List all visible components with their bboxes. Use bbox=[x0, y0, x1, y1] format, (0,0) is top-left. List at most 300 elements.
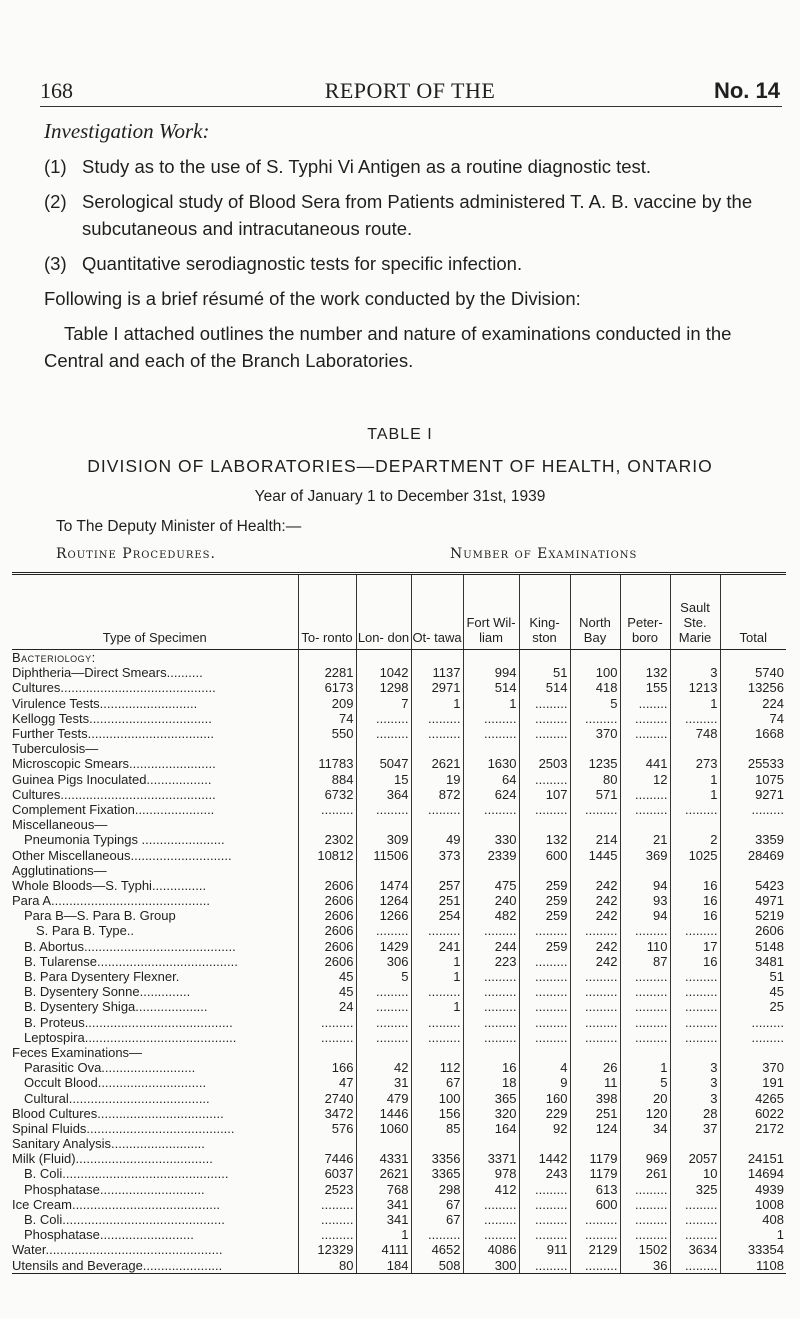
table-cell: 254 bbox=[411, 908, 463, 923]
table-cell: 613 bbox=[570, 1182, 620, 1197]
table-cell bbox=[570, 650, 620, 666]
table-cell: 10 bbox=[670, 1166, 720, 1181]
table-cell: 7446 bbox=[298, 1151, 356, 1166]
table-cell: 100 bbox=[570, 665, 620, 680]
row-label: B. Proteus......................................... bbox=[24, 1014, 233, 1030]
table-cell bbox=[570, 1045, 620, 1060]
table-cell: 2606 bbox=[298, 908, 356, 923]
table-cell: 9271 bbox=[720, 787, 786, 802]
table-cell: 25533 bbox=[720, 756, 786, 771]
table-cell bbox=[570, 741, 620, 756]
table-cell: 600 bbox=[570, 1197, 620, 1212]
table-cell: 224 bbox=[720, 696, 786, 711]
table-cell: 11506 bbox=[356, 847, 411, 862]
table-header-row bbox=[12, 575, 786, 650]
table-cell: 1179 bbox=[570, 1151, 620, 1166]
table-cell: 2606 bbox=[298, 923, 356, 938]
table-cell: ......... bbox=[519, 772, 570, 787]
table-row bbox=[12, 772, 786, 787]
table-cell: ......... bbox=[519, 1015, 570, 1030]
table-cell: 67 bbox=[411, 1197, 463, 1212]
row-label: Milk (Fluid)...................................... bbox=[12, 1151, 213, 1167]
table-row bbox=[12, 1242, 786, 1257]
table-cell: 2606 bbox=[298, 893, 356, 908]
table-cell: 508 bbox=[411, 1258, 463, 1274]
table-row bbox=[12, 696, 786, 711]
table-cell: 74 bbox=[720, 711, 786, 726]
table-cell bbox=[463, 863, 519, 878]
column-header: King- ston bbox=[519, 575, 570, 650]
list-text: Study as to the use of S. Typhi Vi Antigen as a routine diagnostic test. bbox=[82, 156, 652, 177]
table-cell: 9 bbox=[519, 1075, 570, 1090]
table-row bbox=[12, 1075, 786, 1090]
table-cell: ......... bbox=[519, 954, 570, 969]
table-cell: 110 bbox=[620, 939, 670, 954]
table-cell: 364 bbox=[356, 787, 411, 802]
row-label: Miscellaneous— bbox=[12, 817, 108, 833]
routine-procedures-label: Routine Procedures. bbox=[56, 546, 216, 562]
table-cell bbox=[519, 817, 570, 832]
table-cell: 47 bbox=[298, 1075, 356, 1090]
row-label: B. Abortus.......................................... bbox=[24, 938, 236, 954]
row-label: B. Coli............................................. bbox=[24, 1212, 225, 1228]
table-cell: ......... bbox=[570, 1015, 620, 1030]
table-cell: 1 bbox=[670, 772, 720, 787]
list-number: (1) bbox=[44, 156, 67, 177]
table-cell: 306 bbox=[356, 954, 411, 969]
table-cell: ......... bbox=[670, 923, 720, 938]
table-cell: ......... bbox=[519, 726, 570, 741]
table-cell: 482 bbox=[463, 908, 519, 923]
table-cell: 624 bbox=[463, 787, 519, 802]
table-cell: 107 bbox=[519, 787, 570, 802]
column-header: Ot- tawa bbox=[411, 575, 463, 650]
table-cell: ......... bbox=[570, 999, 620, 1014]
row-label: Feces Examinations— bbox=[12, 1044, 143, 1060]
table-cell: 5740 bbox=[720, 665, 786, 680]
table-cell: 36 bbox=[620, 1258, 670, 1274]
table-cell: 2971 bbox=[411, 680, 463, 695]
table-cell: 3 bbox=[670, 1075, 720, 1090]
table-cell bbox=[519, 650, 570, 666]
row-label: B. Dysentery Shiga.................... bbox=[24, 999, 208, 1015]
row-label: Tuberculosis— bbox=[12, 741, 99, 757]
table-cell: 370 bbox=[570, 726, 620, 741]
table-cell: 85 bbox=[411, 1121, 463, 1136]
list-number: (3) bbox=[44, 253, 67, 274]
table-cell: 576 bbox=[298, 1121, 356, 1136]
row-label: Ice Cream......................................... bbox=[12, 1196, 221, 1212]
column-header: Fort Wil- liam bbox=[463, 575, 519, 650]
table-cell: 3481 bbox=[720, 954, 786, 969]
table-cell: 241 bbox=[411, 939, 463, 954]
table-row bbox=[12, 1045, 786, 1060]
table-cell: 4652 bbox=[411, 1242, 463, 1257]
row-label: Guinea Pigs Inoculated.................. bbox=[12, 771, 212, 787]
table-cell bbox=[620, 1045, 670, 1060]
table-cell: 156 bbox=[411, 1106, 463, 1121]
list-item bbox=[44, 250, 774, 277]
table-cell: ......... bbox=[411, 1015, 463, 1030]
table-cell: 1008 bbox=[720, 1197, 786, 1212]
table-cell: ......... bbox=[519, 1258, 570, 1274]
table-cell: 872 bbox=[411, 787, 463, 802]
table-cell: 1108 bbox=[720, 1258, 786, 1274]
table-row bbox=[12, 1106, 786, 1121]
table-cell bbox=[411, 1045, 463, 1060]
table-cell: 2606 bbox=[298, 954, 356, 969]
table-cell: 309 bbox=[356, 832, 411, 847]
table-cell bbox=[570, 817, 620, 832]
table-cell: 24 bbox=[298, 999, 356, 1014]
table-cell: 92 bbox=[519, 1121, 570, 1136]
row-label: Agglutinations— bbox=[12, 862, 107, 878]
table-cell: ......... bbox=[463, 1015, 519, 1030]
table-cell: ......... bbox=[463, 1212, 519, 1227]
table-cell: 479 bbox=[356, 1090, 411, 1105]
table-cell bbox=[670, 817, 720, 832]
table-cell: 300 bbox=[463, 1258, 519, 1274]
table-cell: ......... bbox=[620, 787, 670, 802]
table-cell: 1442 bbox=[519, 1151, 570, 1166]
table-cell: 1264 bbox=[356, 893, 411, 908]
table-cell: 1668 bbox=[720, 726, 786, 741]
table-cell: 67 bbox=[411, 1212, 463, 1227]
table-cell: ......... bbox=[298, 1212, 356, 1227]
table-cell: 1025 bbox=[670, 847, 720, 862]
table-cell: ......... bbox=[670, 1015, 720, 1030]
table-cell: ......... bbox=[620, 1030, 670, 1045]
table-row bbox=[12, 908, 786, 923]
table-cell: 6732 bbox=[298, 787, 356, 802]
row-label: Utensils and Beverage...................... bbox=[12, 1258, 298, 1274]
table-row bbox=[12, 1151, 786, 1166]
table-cell bbox=[570, 1136, 620, 1151]
row-label: Complement Fixation...................... bbox=[12, 801, 215, 817]
table-cell: ......... bbox=[670, 1030, 720, 1045]
table-cell: 1179 bbox=[570, 1166, 620, 1181]
table-cell: ......... bbox=[298, 1197, 356, 1212]
table-cell: 3472 bbox=[298, 1106, 356, 1121]
table-cell: 209 bbox=[298, 696, 356, 711]
list-item bbox=[44, 188, 774, 242]
table-cell: 19 bbox=[411, 772, 463, 787]
table-cell: 120 bbox=[620, 1106, 670, 1121]
table-cell: 2129 bbox=[570, 1242, 620, 1257]
row-label: Cultures........................................... bbox=[12, 786, 216, 802]
table-row bbox=[12, 1030, 786, 1045]
row-label: Para B—S. Para B. Group bbox=[24, 908, 176, 924]
intro-section bbox=[44, 118, 774, 374]
table-cell: 3359 bbox=[720, 832, 786, 847]
table-row bbox=[12, 878, 786, 893]
table-cell: 11783 bbox=[298, 756, 356, 771]
column-header: Sault Ste. Marie bbox=[670, 575, 720, 650]
table-cell: 884 bbox=[298, 772, 356, 787]
table-cell: 33354 bbox=[720, 1242, 786, 1257]
table-cell: 550 bbox=[298, 726, 356, 741]
table-cell bbox=[411, 650, 463, 666]
examinations-table bbox=[12, 572, 786, 1274]
table-cell: 34 bbox=[620, 1121, 670, 1136]
table-cell: ......... bbox=[620, 1227, 670, 1242]
column-header: Lon- don bbox=[356, 575, 411, 650]
table-cell: ......... bbox=[720, 1030, 786, 1045]
table-cell: 94 bbox=[620, 908, 670, 923]
row-label: Virulence Tests........................... bbox=[12, 695, 198, 711]
table-cell: ......... bbox=[670, 802, 720, 817]
row-label: Microscopic Smears........................ bbox=[12, 756, 216, 772]
table-cell: 4939 bbox=[720, 1182, 786, 1197]
table-cell bbox=[620, 650, 670, 666]
table-cell: 87 bbox=[620, 954, 670, 969]
row-label: Pneumonia Typings ....................... bbox=[24, 832, 225, 848]
table-cell: 15 bbox=[356, 772, 411, 787]
table-cell: 2621 bbox=[411, 756, 463, 771]
table-cell: 2281 bbox=[298, 665, 356, 680]
table-row bbox=[12, 999, 786, 1014]
table-cell bbox=[356, 650, 411, 666]
table-cell: 365 bbox=[463, 1090, 519, 1105]
table-cell: 320 bbox=[463, 1106, 519, 1121]
table-cell: 12 bbox=[620, 772, 670, 787]
table-cell: ......... bbox=[411, 711, 463, 726]
table-cell: 2339 bbox=[463, 847, 519, 862]
table-cell: ......... bbox=[356, 923, 411, 938]
table-cell: ......... bbox=[411, 802, 463, 817]
table-cell bbox=[463, 1136, 519, 1151]
table-cell: 2606 bbox=[298, 939, 356, 954]
table-cell: 408 bbox=[720, 1212, 786, 1227]
division-title: DIVISION OF LABORATORIES—DEPARTMENT OF HEALTH, ONTARIO bbox=[87, 456, 713, 476]
table-cell: ......... bbox=[356, 1015, 411, 1030]
table-cell: 1502 bbox=[620, 1242, 670, 1257]
table-cell: 1 bbox=[620, 1060, 670, 1075]
table-cell: 2 bbox=[670, 832, 720, 847]
table-cell: 441 bbox=[620, 756, 670, 771]
table-cell bbox=[720, 741, 786, 756]
table-cell: ......... bbox=[519, 984, 570, 999]
table-cell: ......... bbox=[519, 969, 570, 984]
table-cell: 5148 bbox=[720, 939, 786, 954]
table-cell bbox=[356, 741, 411, 756]
table-row bbox=[12, 1166, 786, 1181]
table-cell: 6022 bbox=[720, 1106, 786, 1121]
table-cell: 51 bbox=[720, 969, 786, 984]
table-cell: ......... bbox=[463, 711, 519, 726]
table-cell: 80 bbox=[298, 1258, 356, 1274]
table-cell bbox=[356, 863, 411, 878]
table-cell: ......... bbox=[356, 999, 411, 1014]
table-row bbox=[12, 726, 786, 741]
table-cell: 514 bbox=[463, 680, 519, 695]
table-cell: 2606 bbox=[720, 923, 786, 938]
table-cell: ......... bbox=[720, 802, 786, 817]
table-row bbox=[12, 680, 786, 695]
table-cell: 1266 bbox=[356, 908, 411, 923]
table-cell: 1 bbox=[356, 1227, 411, 1242]
table-cell: 45 bbox=[298, 969, 356, 984]
table-cell bbox=[720, 1045, 786, 1060]
table-cell: ......... bbox=[570, 1030, 620, 1045]
table-cell: 28 bbox=[670, 1106, 720, 1121]
table-row bbox=[12, 711, 786, 726]
table-cell: ......... bbox=[570, 1258, 620, 1274]
table-cell bbox=[570, 863, 620, 878]
table-cell: 398 bbox=[570, 1090, 620, 1105]
table-cell bbox=[356, 817, 411, 832]
table-cell: 1 bbox=[670, 787, 720, 802]
table-row bbox=[12, 847, 786, 862]
table-cell: ......... bbox=[298, 1015, 356, 1030]
report-title: REPORT OF THE bbox=[324, 78, 496, 103]
table-row bbox=[12, 1015, 786, 1030]
table-cell: 373 bbox=[411, 847, 463, 862]
table-cell: ......... bbox=[670, 711, 720, 726]
table-cell bbox=[519, 741, 570, 756]
table-cell: ......... bbox=[463, 1197, 519, 1212]
table-cell: 80 bbox=[570, 772, 620, 787]
table-cell: 5219 bbox=[720, 908, 786, 923]
list-text: Quantitative serodiagnostic tests for specific infection. bbox=[82, 253, 523, 274]
table-cell: 475 bbox=[463, 878, 519, 893]
table-cell bbox=[720, 863, 786, 878]
table-cell: 259 bbox=[519, 908, 570, 923]
table-cell: 1 bbox=[720, 1227, 786, 1242]
table-cell: 12329 bbox=[298, 1242, 356, 1257]
table-cell: ......... bbox=[463, 969, 519, 984]
row-label: Other Miscellaneous............................ bbox=[12, 847, 232, 863]
table-cell: ......... bbox=[463, 923, 519, 938]
table-row bbox=[12, 665, 786, 680]
table-cell: ......... bbox=[463, 984, 519, 999]
table-row bbox=[12, 893, 786, 908]
table-row bbox=[12, 832, 786, 847]
table-cell bbox=[670, 650, 720, 666]
page-header bbox=[40, 78, 780, 104]
table-cell: 2172 bbox=[720, 1121, 786, 1136]
table-row bbox=[12, 1090, 786, 1105]
table-cell: 418 bbox=[570, 680, 620, 695]
row-label: Cultures........................................... bbox=[12, 680, 216, 696]
table-cell: 3634 bbox=[670, 1242, 720, 1257]
table-cell: ......... bbox=[670, 1197, 720, 1212]
table-cell: ......... bbox=[620, 999, 670, 1014]
table-cell: 259 bbox=[519, 878, 570, 893]
list-text: Serological study of Blood Sera from Patients administered T. A. B. vaccine by the subcutaneous and intracutaneous route. bbox=[82, 191, 753, 239]
table-cell bbox=[620, 863, 670, 878]
table-cell: 2302 bbox=[298, 832, 356, 847]
table-cell: 16 bbox=[670, 954, 720, 969]
table-cell bbox=[298, 863, 356, 878]
table-cell bbox=[463, 817, 519, 832]
table-cell: 251 bbox=[570, 1106, 620, 1121]
table-cell: 412 bbox=[463, 1182, 519, 1197]
row-label: Phosphatase............................. bbox=[24, 1181, 205, 1197]
table-cell: 160 bbox=[519, 1090, 570, 1105]
column-header: Total bbox=[720, 575, 786, 650]
table-cell: 2523 bbox=[298, 1182, 356, 1197]
table-cell: ......... bbox=[620, 923, 670, 938]
table-cell: ......... bbox=[720, 1015, 786, 1030]
row-label: S. Para B. Type.. bbox=[36, 923, 135, 939]
table-cell: 325 bbox=[670, 1182, 720, 1197]
table-cell: 94 bbox=[620, 878, 670, 893]
table-cell: ......... bbox=[570, 969, 620, 984]
table-cell: 5047 bbox=[356, 756, 411, 771]
table-cell: 191 bbox=[720, 1075, 786, 1090]
table-cell: 1445 bbox=[570, 847, 620, 862]
table-cell: 49 bbox=[411, 832, 463, 847]
table-row bbox=[12, 787, 786, 802]
table-row bbox=[12, 1258, 786, 1274]
table-cell: 42 bbox=[356, 1060, 411, 1075]
table-cell: 31 bbox=[356, 1075, 411, 1090]
table-cell: 16 bbox=[670, 878, 720, 893]
table-cell: ......... bbox=[463, 1030, 519, 1045]
row-label: Further Tests................................... bbox=[12, 726, 215, 742]
table-cell: 1 bbox=[411, 999, 463, 1014]
table-cell: 341 bbox=[356, 1212, 411, 1227]
column-header: To- ronto bbox=[298, 575, 356, 650]
table-cell: ......... bbox=[463, 1227, 519, 1242]
table-cell bbox=[519, 1136, 570, 1151]
table-cell: ......... bbox=[670, 984, 720, 999]
table-cell: ......... bbox=[411, 923, 463, 938]
table-cell: 93 bbox=[620, 893, 670, 908]
row-label: Occult Blood.............................. bbox=[24, 1075, 207, 1091]
table-row bbox=[12, 756, 786, 771]
table-cell: 5 bbox=[570, 696, 620, 711]
table-cell: 155 bbox=[620, 680, 670, 695]
row-label: Phosphatase.......................... bbox=[24, 1227, 194, 1243]
issue-number: No. 14 bbox=[713, 78, 780, 103]
table-cell: ......... bbox=[570, 711, 620, 726]
table-cell: ......... bbox=[356, 984, 411, 999]
table-cell: 3365 bbox=[411, 1166, 463, 1181]
row-label: B. Coli.............................................. bbox=[24, 1166, 229, 1182]
table-cell: 17 bbox=[670, 939, 720, 954]
column-header: North Bay bbox=[570, 575, 620, 650]
table-cell: 214 bbox=[570, 832, 620, 847]
table-cell: 11 bbox=[570, 1075, 620, 1090]
table-cell: 259 bbox=[519, 939, 570, 954]
table-cell: ......... bbox=[620, 1015, 670, 1030]
table-body bbox=[12, 650, 786, 1274]
list-item bbox=[44, 153, 774, 180]
section-heading: Investigation Work: bbox=[44, 119, 210, 143]
table-cell: 4971 bbox=[720, 893, 786, 908]
table-cell: 164 bbox=[463, 1121, 519, 1136]
table-cell: 4265 bbox=[720, 1090, 786, 1105]
table-cell: 571 bbox=[570, 787, 620, 802]
table-cell: 514 bbox=[519, 680, 570, 695]
header-rule bbox=[40, 106, 782, 107]
row-label: Para A............................................ bbox=[12, 893, 210, 909]
table-cell: ......... bbox=[620, 1212, 670, 1227]
table-cell: 7 bbox=[356, 696, 411, 711]
table-cell: ......... bbox=[620, 1182, 670, 1197]
table-cell: 229 bbox=[519, 1106, 570, 1121]
table-cell: ......... bbox=[519, 1227, 570, 1242]
table-cell bbox=[670, 1045, 720, 1060]
table-cell: ......... bbox=[519, 999, 570, 1014]
table-cell bbox=[670, 1136, 720, 1151]
table-cell: ......... bbox=[519, 1197, 570, 1212]
table-cell: 3356 bbox=[411, 1151, 463, 1166]
table-cell: 51 bbox=[519, 665, 570, 680]
table-cell bbox=[720, 650, 786, 666]
